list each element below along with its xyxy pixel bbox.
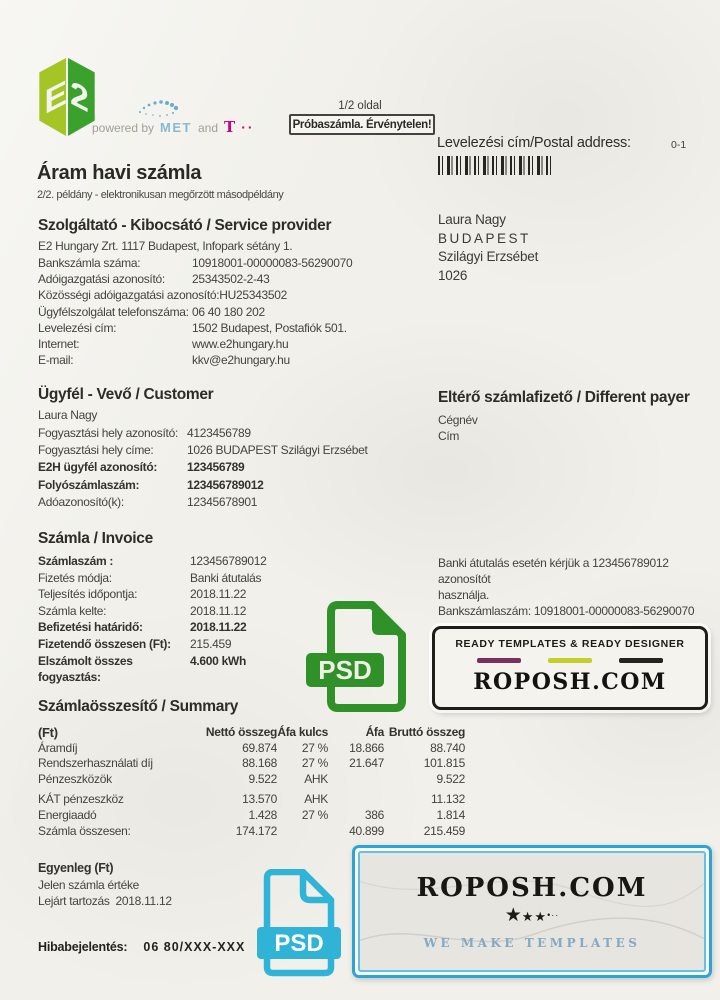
provider-row: Közösségi adóigazgatási azonosító: HU25343502 — [38, 288, 287, 303]
error-report-line — [38, 940, 245, 954]
summary-cell: 9.522 — [248, 771, 277, 786]
provider-row: Bankszámla száma: 10918001-00000083-56290070 — [38, 256, 353, 270]
balance-heading: Egyenleg (Ft) — [38, 861, 114, 875]
document-subtitle: 2/2. példány - elektronikusan megőrzött másodpéldány — [37, 189, 284, 201]
met-logo-text: MET — [160, 120, 192, 135]
invoice-heading: Számla / Invoice — [38, 530, 153, 547]
summary-row-label: Rendszerhasználati díj — [38, 756, 153, 771]
invoice-row: Teljesítés időpontja: 2018.11.22 — [38, 587, 247, 602]
summary-cell: 88.168 — [242, 756, 277, 771]
summary-cell: 27 % — [301, 740, 328, 755]
customer-heading: Ügyfél - Vevő / Customer — [38, 386, 214, 403]
psd-label: PSD — [274, 930, 324, 957]
star-big: ★ — [504, 905, 522, 926]
test-invoice-banner-text: Próbaszámla. Érvénytelen! — [292, 118, 432, 131]
balance-section — [38, 860, 172, 910]
customer-row: Adóazonosító(k): 12345678901 — [38, 494, 258, 509]
stamp2-stars — [360, 905, 704, 927]
dash-purple — [477, 658, 521, 663]
balance-overdue-line: Lejárt tartozás 2018.11.12 — [38, 894, 172, 908]
roposh-watermark-stamp-bottom — [352, 845, 712, 978]
psd-file-icon-blue — [257, 869, 341, 979]
stamp1-color-dashes — [435, 658, 705, 663]
summary-cell: 9.522 — [436, 771, 465, 786]
stamp1-tagline: READY TEMPLATES & READY DESIGNER — [455, 638, 685, 650]
stamp1-brand: ROPOSH.COM — [473, 668, 667, 695]
test-invoice-banner — [289, 114, 435, 135]
balance-current-line: Jelen számla értéke — [38, 877, 140, 892]
summary-col-header: Nettó összeg — [205, 725, 277, 739]
summary-cell: 101.815 — [423, 756, 465, 771]
document-title: Áram havi számla — [37, 162, 202, 184]
transfer-note-line2: használja. — [438, 588, 490, 602]
summary-total-label: Számla összesen: — [38, 823, 131, 838]
summary-cell: 13.570 — [242, 792, 277, 807]
summary-row-label: KÁT pénzeszköz — [38, 792, 124, 807]
invoice-row: Számlaszám : 123456789012 — [38, 554, 267, 568]
provider-row: E-mail: kkv@e2hungary.hu — [38, 353, 290, 368]
psd-file-icon-green — [306, 601, 406, 713]
transfer-note-line1: Banki átutalás esetén kérjük a 123456789012 azonosítót — [438, 556, 669, 586]
summary-cell — [328, 792, 384, 808]
provider-row: Ügyfélszolgálat telefonszáma: 06 40 180 202 — [38, 304, 265, 319]
powered-by-text: powered by — [92, 121, 155, 135]
summary-cell: AHK — [304, 771, 328, 786]
postal-address-label: Levelezési cím/Postal address: — [437, 135, 631, 151]
summary-total-cell: 215.459 — [423, 823, 465, 838]
barcode — [438, 156, 555, 175]
provider-row: Levelezési cím: 1502 Budapest, Postafiók 501. — [38, 320, 347, 335]
customer-section — [38, 386, 438, 511]
customer-row: Fogyasztási hely címe: 1026 BUDAPEST Szilágyi Erzsébet — [38, 443, 368, 458]
error-report-number: 06 80/XXX-XXX — [143, 940, 246, 954]
invoice-row: Fizetés módja: Banki átutalás — [38, 570, 262, 585]
dash-green — [548, 658, 592, 663]
recipient-city: BUDAPEST — [438, 230, 531, 246]
summary-col-header: Áfa — [365, 725, 384, 739]
service-provider-section — [38, 217, 428, 368]
recipient-name: Laura Nagy — [438, 212, 506, 227]
recipient-street: Szilágyi Erzsébet — [438, 249, 539, 264]
stars-dots: •·· — [547, 910, 560, 920]
customer-row: Fogyasztási hely azonosító: 4123456789 — [38, 426, 251, 440]
overdue-date: 2018.11.12 — [115, 894, 172, 908]
summary-section — [38, 698, 465, 839]
provider-row: Adóigazgatási azonosító: 25343502-2-43 — [38, 272, 270, 287]
bank-account-line: Bankszámlaszám: 10918001-00000083-56290070 — [438, 604, 695, 618]
summary-cell: 27 % — [301, 807, 328, 822]
telekom-logo-icon: T — [224, 118, 236, 136]
postal-ref-code: 0-1 — [671, 139, 687, 151]
psd-label: PSD — [318, 655, 372, 685]
bank-transfer-note — [438, 555, 720, 619]
summary-cell: AHK — [304, 792, 328, 807]
customer-name: Laura Nagy — [38, 408, 98, 422]
summary-row-label: Pénzeszközök — [38, 771, 112, 786]
different-payer-heading: Eltérő számlafizető / Different payer — [438, 389, 690, 406]
summary-total-cell: 174.172 — [235, 823, 277, 838]
recipient-zip: 1026 — [438, 267, 468, 283]
error-report-label: Hibabejelentés: — [38, 940, 128, 954]
summary-cell: 11.132 — [430, 792, 465, 807]
summary-total-cell — [277, 824, 328, 840]
powered-by-line — [92, 118, 255, 136]
invoice-row: Befizetési határidő: 2018.11.22 — [38, 620, 247, 635]
summary-unit: (Ft) — [38, 725, 58, 740]
invoice-row: Fizetendő összesen (Ft): 215.459 — [38, 636, 232, 651]
e2-logo-icon — [36, 56, 98, 138]
summary-row-label: Energiaadó — [38, 807, 97, 822]
service-provider-heading: Szolgáltató - Kibocsátó / Service provider — [38, 217, 332, 234]
recipient-address — [438, 211, 538, 285]
summary-cell: 1.814 — [436, 807, 465, 822]
stamp2-brand: ROPOSH.COM — [416, 873, 648, 903]
summary-cell: 69.874 — [242, 740, 277, 755]
page-indicator: 1/2 oldal — [338, 100, 382, 112]
invoice-row: Számla kelte: 2018.11.12 — [38, 603, 247, 618]
roposh-watermark-stamp-top — [432, 626, 708, 710]
stars-small: ★★ — [521, 909, 548, 924]
customer-row: E2H ügyfél azonosító: 123456789 — [38, 460, 245, 475]
summary-cell: 88.740 — [430, 740, 465, 755]
summary-cell: 1.428 — [248, 807, 277, 822]
summary-col-header: Áfa kulcs — [277, 725, 328, 739]
different-payer-address-label: Cím — [438, 429, 460, 443]
summary-cell: 27 % — [301, 756, 328, 771]
summary-cell: 386 — [364, 807, 384, 822]
summary-heading: Számlaösszesítő / Summary — [38, 698, 239, 715]
summary-table — [38, 725, 465, 839]
summary-cell: 21.647 — [349, 756, 384, 771]
summary-cell: 18.866 — [349, 740, 384, 755]
telekom-dots-icon: ·· — [241, 119, 255, 135]
different-payer-section — [438, 389, 690, 444]
different-payer-company-label: Cégnév — [438, 413, 478, 427]
summary-row-label: Áramdíj — [38, 740, 78, 755]
provider-company-line: E2 Hungary Zrt. 1117 Budapest, Infopark sétány 1. — [38, 239, 293, 253]
and-text: and — [198, 121, 219, 135]
customer-row: Folyószámlaszám: 123456789012 — [38, 477, 264, 492]
stamp2-inner — [358, 851, 706, 972]
invoice-row: Elszámolt összes fogyasztás: 4.600 kWh — [38, 653, 246, 685]
summary-col-header: Bruttó összeg — [388, 725, 465, 739]
logo-letter-e: E — [44, 71, 68, 122]
summary-total-cell: 40.899 — [349, 823, 384, 838]
stamp2-tagline: WE MAKE TEMPLATES — [423, 936, 641, 950]
provider-row: Internet: www.e2hungary.hu — [38, 337, 289, 352]
dash-black — [619, 658, 663, 663]
logo-letter-2: 2 — [70, 72, 89, 121]
summary-cell — [328, 772, 384, 788]
